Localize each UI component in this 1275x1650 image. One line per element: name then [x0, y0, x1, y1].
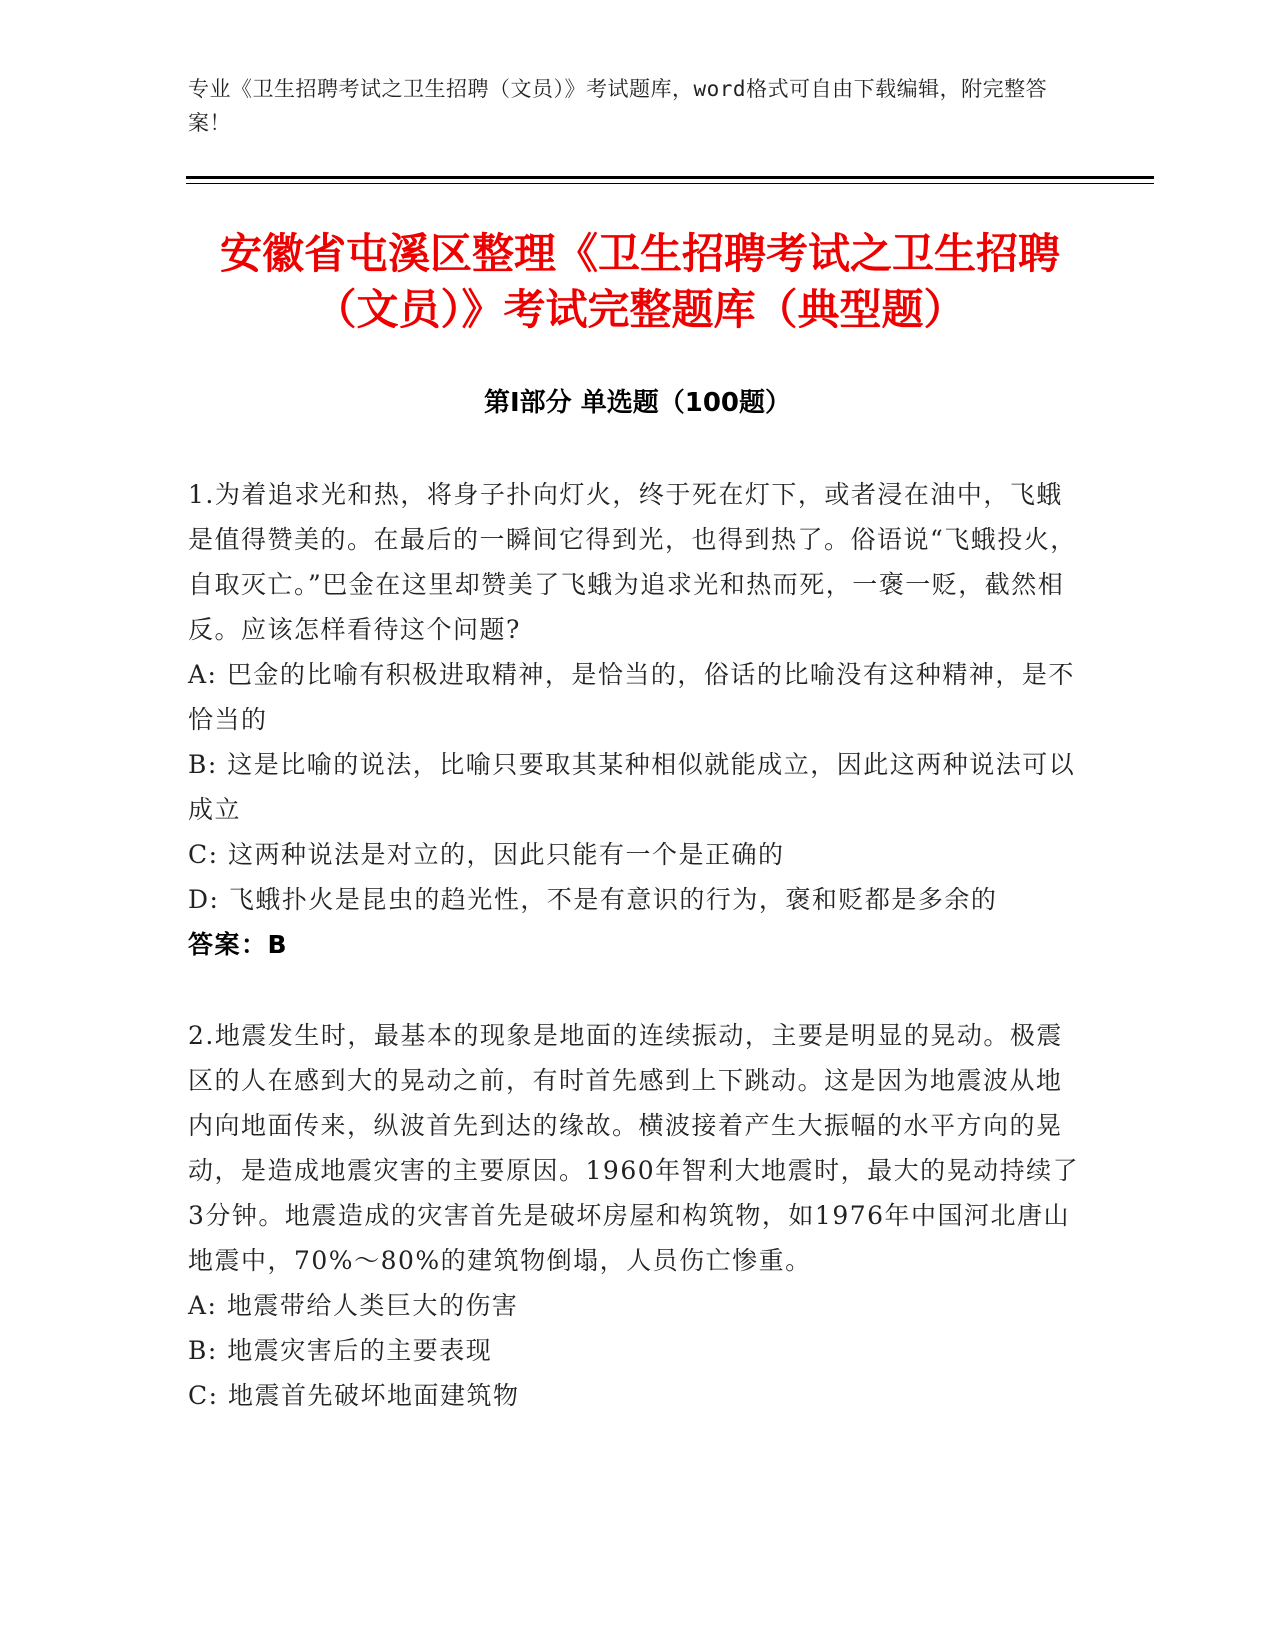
- option-d: D: 飞蛾扑火是昆虫的趋光性，不是有意识的行为，褒和贬都是多余的: [188, 885, 998, 914]
- question-1: [188, 472, 1080, 967]
- section-title: 第Ⅰ部分 单选题（100题）: [484, 388, 791, 418]
- question-2: [188, 1013, 1080, 1418]
- header-note: 专业《卫生招聘考试之卫生招聘（文员）》考试题库，word格式可自由下载编辑，附完整答案！: [188, 77, 1048, 135]
- option-a: A: 地震带给人类巨大的伤害: [188, 1291, 519, 1320]
- document-title: 安徽省屯溪区整理《卫生招聘考试之卫生招聘（文员）》考试完整题库（典型题）: [219, 229, 1060, 334]
- option-b: B: 地震灾害后的主要表现: [188, 1336, 493, 1365]
- option-c: C: 地震首先破坏地面建筑物: [188, 1381, 520, 1410]
- answer: 答案：B: [188, 930, 289, 959]
- question-text: 1.为着追求光和热，将身子扑向灯火，终于死在灯下，或者浸在油中，飞蛾是值得赞美的。在最后的一瞬间它得到光，也得到热了。俗语说“飞蛾投火，自取灭亡。”巴金在这里却赞美了飞蛾为追求光和热而死，一褒一贬，截然相反。应该怎样看待这个问题?: [188, 480, 1077, 644]
- header-divider-thin: [186, 183, 1154, 184]
- option-b: B: 这是比喻的说法，比喻只要取其某种相似就能成立，因此这两种说法可以成立: [188, 750, 1076, 824]
- option-c: C: 这两种说法是对立的，因此只能有一个是正确的: [188, 840, 785, 869]
- header-divider-thick: [186, 176, 1154, 179]
- question-text: 2.地震发生时，最基本的现象是地面的连续振动，主要是明显的晃动。极震区的人在感到大的晃动之前，有时首先感到上下跳动。这是因为地震波从地内向地面传来，纵波首先到达的缘故。横波接着产生大振幅的水平方向的晃动，是造成地震灾害的主要原因。1960年智利大地震时，最大的晃动持续了3分钟。地震造成的灾害首先是破坏房屋和构筑物，如1976年中国河北唐山地震中，70%～80%的建筑物倒塌，人员伤亡惨重。: [188, 1021, 1080, 1275]
- option-a: A: 巴金的比喻有积极进取精神，是恰当的，俗话的比喻没有这种精神，是不恰当的: [188, 660, 1075, 734]
